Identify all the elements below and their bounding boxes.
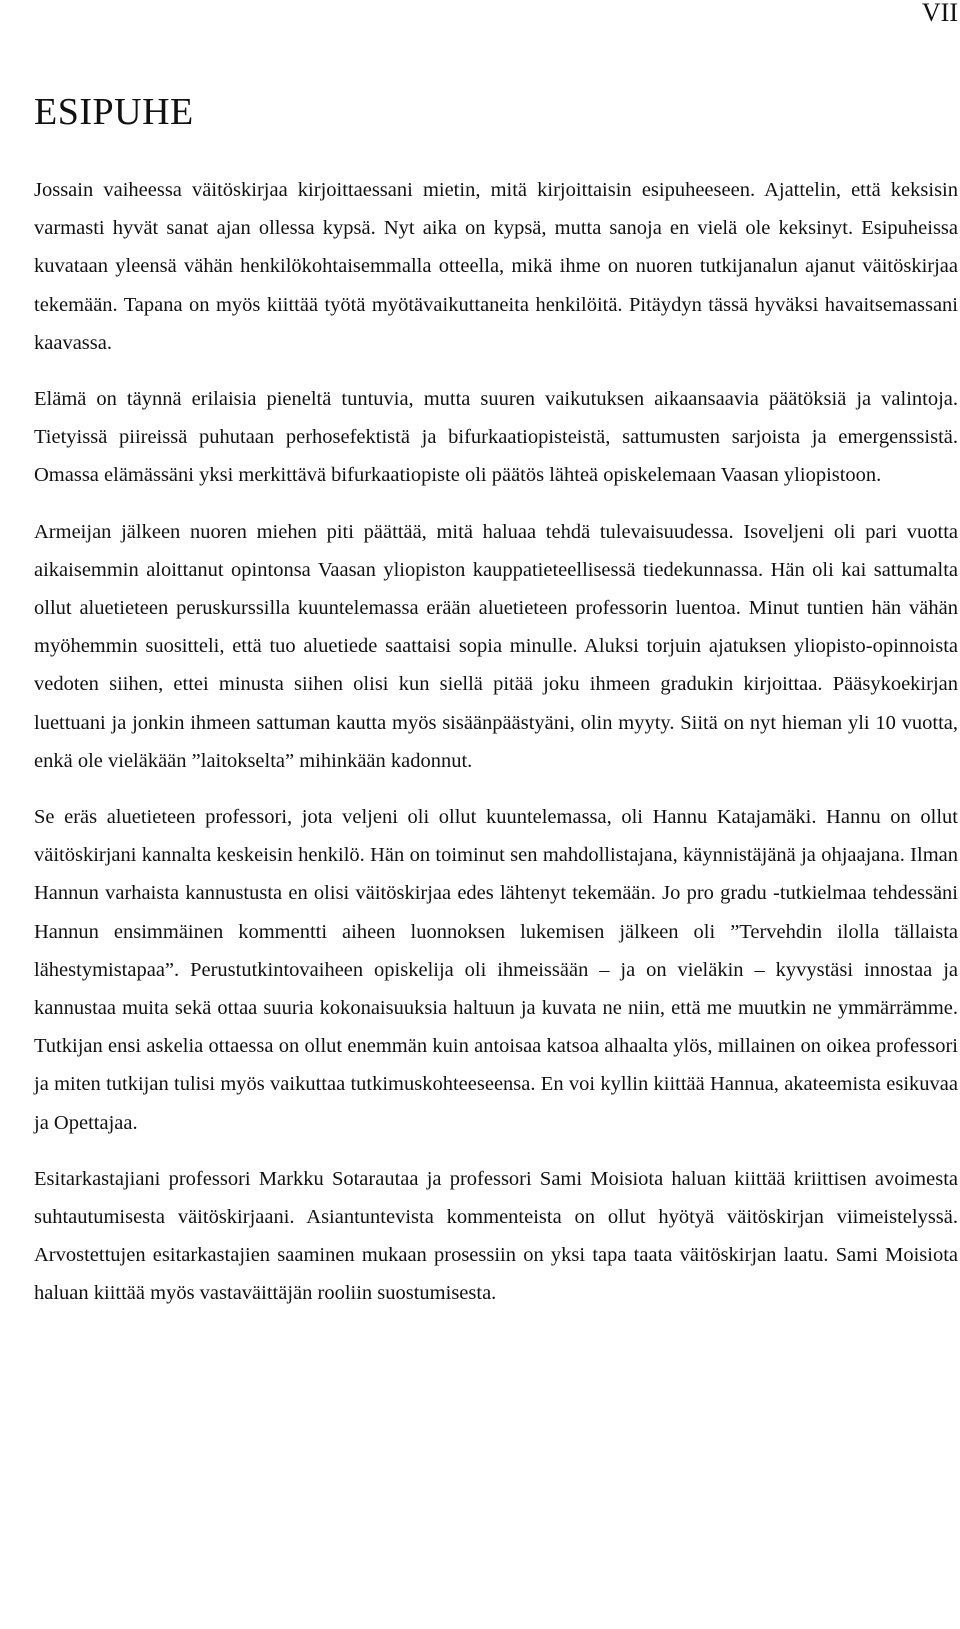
page-number: VII (921, 0, 958, 27)
paragraph-3: Armeijan jälkeen nuoren miehen piti päättää, mitä haluaa tehdä tulevaisuudessa. Isoveljeni oli pari vuotta aikaisemmin aloittanut opintonsa Vaasan yliopiston kauppatieteellisessä tiedekunnassa. Hän oli kai sattumalta ollut aluetieteen peruskurssilla kuuntelemassa erään aluetieteen professorin luentoa. Minut tuntien hän vähän myöhemmin suositteli, että tuo aluetiede saattaisi sopia minulle. Aluksi torjuin ajatuksen yliopisto-opinnoista vedoten siihen, ettei minusta siihen olisi kun siellä pitää joku ihmeen gradukin kirjoittaa. Pääsykoekirjan luettuani ja jonkin ihmeen sattuman kautta myös sisäänpäästyäni, olin myyty. Siitä on nyt hieman yli 10 vuotta, enkä ole vieläkään ”laitokselta” mihinkään kadonnut. (34, 520, 958, 772)
paragraph-2: Elämä on täynnä erilaisia pieneltä tuntuvia, mutta suuren vaikutuksen aikaansaavia päätöksiä ja valintoja. Tietyissä piireissä puhutaan perhosefektistä ja bifurkaatiopisteistä, sattumusten sarjoista ja emergenssistä. Omassa elämässäni yksi merkittävä bifurkaatiopiste oli päätös lähteä opiskelemaan Vaasan yliopistoon. (34, 388, 958, 487)
body-text (34, 171, 958, 1331)
page-title: ESIPUHE (34, 91, 194, 133)
paragraph-1: Jossain vaiheessa väitöskirjaa kirjoittaessani mietin, mitä kirjoittaisin esipuheeseen. Ajattelin, että keksisin varmasti hyvät sanat ajan ollessa kypsä. Nyt aika on kypsä, mutta sanoja en vielä ole keksinyt. Esipuheissa kuvataan yleensä vähän henkilökohtaisemmalla otteella, mikä ihme on nuoren tutkijanalun ajanut väitöskirjaa tekemään. Tapana on myös kiittää työtä myötävaikuttaneita henkilöitä. Pitäydyn tässä hyväksi havaitsemassani kaavassa. (34, 179, 958, 354)
paragraph-5: Esitarkastajiani professori Markku Sotarautaa ja professori Sami Moisiota haluan kiittää kriittisen avoimesta suhtautumisesta väitöskirjaani. Asiantuntevista kommenteista on ollut hyötyä väitöskirjan viimeistelyssä. Arvostettujen esitarkastajien saaminen mukaan prosessiin on yksi tapa taata väitöskirjan laatu. Sami Moisiota haluan kiittää myös vastaväittäjän rooliin suostumisesta. (34, 1167, 958, 1305)
paragraph-4: Se eräs aluetieteen professori, jota veljeni oli ollut kuuntelemassa, oli Hannu Katajamäki. Hannu on ollut väitöskirjani kannalta keskeisin henkilö. Hän on toiminut sen mahdollistajana, käynnistäjänä ja ohjaajana. Ilman Hannun varhaista kannustusta en olisi väitöskirjaa edes lähtenyt tekemään. Jo pro gradu -tutkielmaa tehdessäni Hannun ensimmäinen kommentti aiheen luonnoksen lukemisen jälkeen oli ”Tervehdin ilolla tällaista lähestymistapaa”. Perustutkintovaiheen opiskelija oli ihmeissään – ja on vieläkin – kyvystäsi innostaa ja kannustaa muita sekä ottaa suuria kokonaisuuksia haltuun ja kuvata ne niin, että me muutkin ne ymmärrämme. Tutkijan ensi askelia ottaessa on ollut enemmän kuin antoisaa katsoa alhaalta ylös, millainen on oikea professori ja miten tutkijan tulisi myös vaikuttaa tutkimuskohteeseensa. En voi kyllin kiittää Hannua, akateemista esikuvaa ja Opettajaa. (34, 806, 958, 1134)
